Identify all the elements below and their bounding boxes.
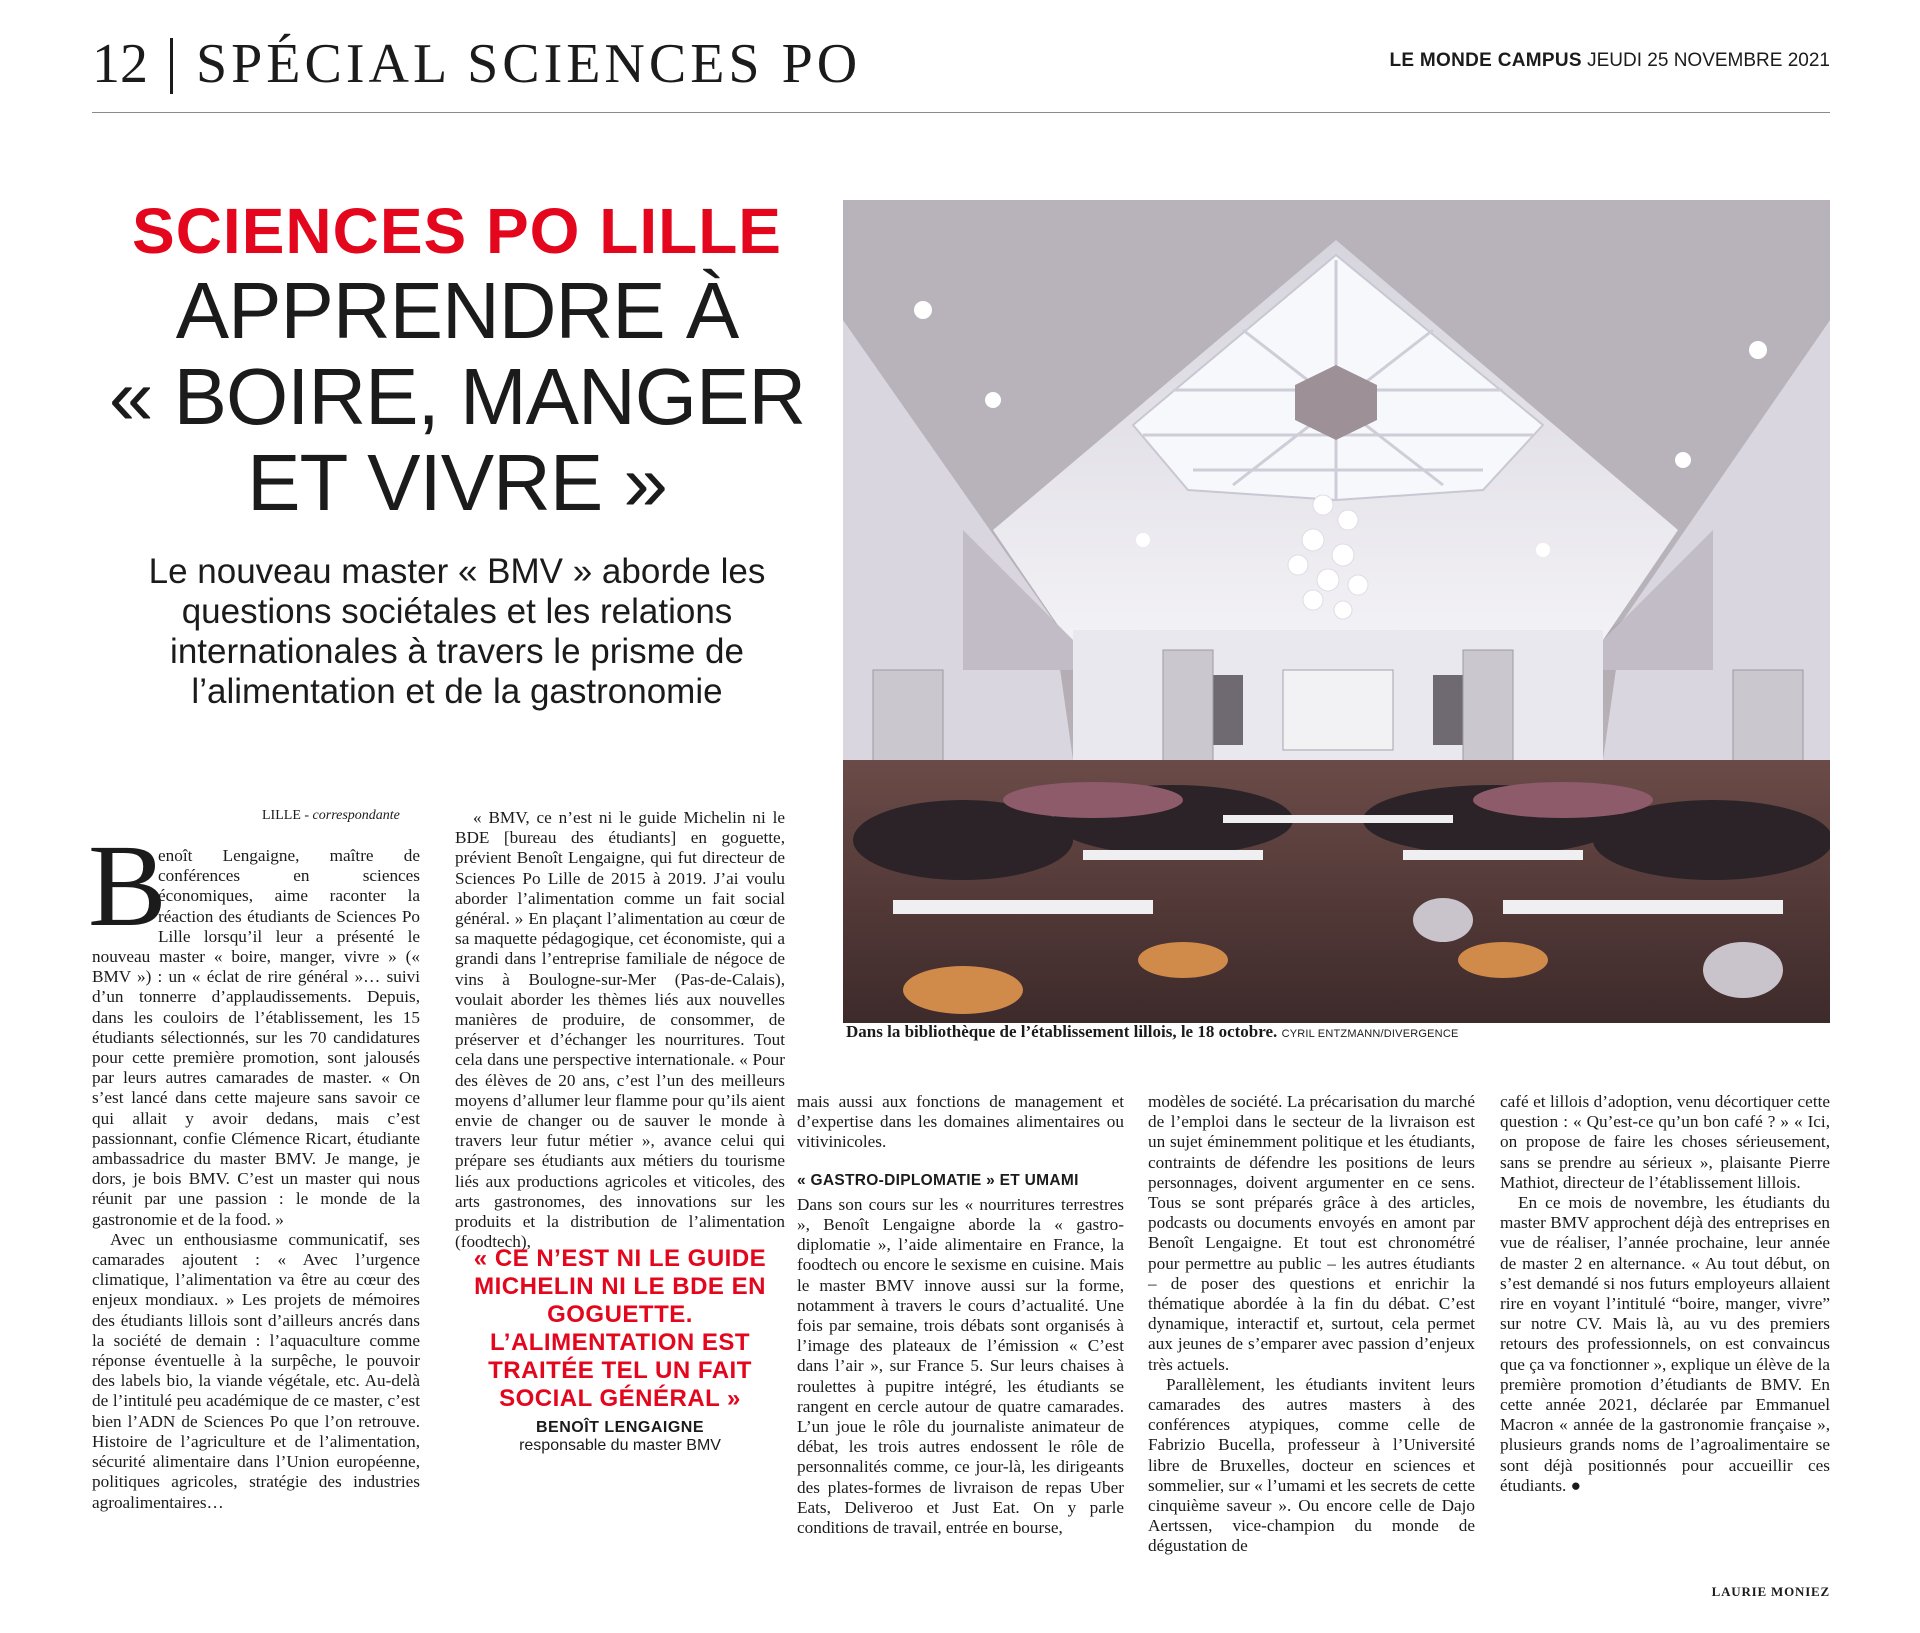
byline <box>262 808 400 824</box>
body-paragraph <box>92 846 420 1230</box>
publication-name: LE MONDE CAMPUS <box>1389 50 1582 71</box>
pull-quote-author: BENOÎT LENGAIGNE <box>535 1419 704 1436</box>
body-paragraph: modèles de société. La précarisation du marché de l’emploi dans le secteur de la livraison est un sujet éminemment politique et les étudiants, contraints de défendre les positions de leurs personnages, doivent argumenter en ce sens. Tous se sont préparés grâce à des articles, podcasts ou documents envoyés en amont par Benoît Lengaigne. Et tout est chronométré pour permettre au public – les autres étudiants – de poser des questions et enrichir la thématique abordée à la fin du débat. C’est dynamique, interactif et, surtout, cela permet aux jeunes de s’emparer avec passion d’enjeux très actuels. <box>1148 1092 1475 1374</box>
publication-date-line <box>1360 50 1830 72</box>
column-5 <box>1500 1092 1830 1496</box>
headline-line: APPRENDRE À <box>175 266 739 355</box>
body-paragraph: Avec un enthousiasme communicatif, ses camarades ajoutent : « Avec l’urgence climatique, l’alimentation va être au cœur des enjeux mondiaux. » Les projets de mémoires des étudiants lillois sont d’ailleurs ancrés dans la société de demain : l’aquaculture comme réponse éventuelle à la surpêche, le pouvoir des labels bio, la viande végétale, etc. Au-delà de l’intitulé peu académique de ce master, c’est bien l’ADN de Sciences Po que l’on retrouve. Histoire de l’agriculture et de l’alimentation, sécurité alimentaire dans l’Union européenne, politiques agricoles, stratégie des industries agroalimentaires… <box>92 1229 420 1512</box>
article-kicker: SCIENCES PO LILLE <box>132 195 782 267</box>
headline-line: « BOIRE, MANGER <box>108 352 806 441</box>
article-dek: Le nouveau master « BMV » aborde les questions sociétales et les relations internationales à travers le prisme de l’alimentation et de la gastronomie <box>148 552 766 711</box>
header-divider <box>170 38 173 94</box>
headline-line: ET VIVRE » <box>247 438 667 527</box>
body-paragraph: mais aussi aux fonctions de management et d’expertise dans les domaines alimentaires ou vitivinicoles. <box>797 1092 1124 1152</box>
pull-quote-role: responsable du master BMV <box>519 1437 721 1454</box>
body-paragraph-text: enoît Lengaigne, maître de conférences en sciences économiques, aime raconter la réaction des étudiants de Sciences Po Lille lorsqu’il leur a présenté le nouveau master « boire, manger, vivre » (« BMV ») : un « éclat de rire général »… suivi d’un tonnerre d’applaudissements. Depuis, dans les couloirs de l’établissement, les 15 étudiants sélectionnés, sur les 70 candidatures pour cette première promotion, sont jalousés par leurs autres camarades de master. « On s’est lancé dans cette majeure sans savoir ce qui allait y avoir dedans, mais c’est passionnant, confie Clémence Ricart, étudiante ambassadrice du master BMV. Je mange, je dors, je bois BMV. C’est un master qui nous réunit par une passion : le monde de la gastronomie et de la food. » <box>92 846 420 1229</box>
issue-date: JEUDI 25 NOVEMBRE 2021 <box>1587 50 1830 71</box>
drop-cap-space <box>92 846 158 944</box>
body-paragraph: café et lillois d’adoption, venu décortiquer cette question : « Qu’est-ce qu’un bon café ? » « Ici, on propose de faire les choses sérieusement, sans se prendre au sérieux », plaisante Pierre Mathiot, directeur de l’établissement lillois. <box>1500 1092 1830 1192</box>
body-paragraph: « BMV, ce n’est ni le guide Michelin ni le BDE [bureau des étudiants] en goguette, prévient Benoît Lengaigne, qui fut directeur de Sciences Po Lille de 2015 à 2019. J’ai voulu aborder l’alimentation comme un fait social général. » En plaçant l’alimentation au cœur de sa maquette pédagogique, cet économiste, qui a grandi dans l’entreprise familiale de négoce de vins à Boulogne-sur-Mer (Pas-de-Calais), voulait aborder les thèmes liés aux nouvelles manières de produire, de consommer, de préserver et d’échanger les nourritures. Tout cela dans une perspective internationale. « Pour des élèves de 20 ans, c’est l’un des meilleurs moyens d’allumer leur flamme pour qu’ils aient envie de changer ou de sauver le monde à travers leur futur métier », avance celui qui prépare ses étudiants aux métiers du tourisme liés aux productions agricoles et viticoles, des arts gastronomes, des innovations sur les produits et la distribution de l’alimentation (foodtech), <box>455 808 785 1252</box>
column-1 <box>92 846 420 1513</box>
photo-caption <box>846 1022 1830 1044</box>
column-3 <box>797 1092 1124 1538</box>
pull-quote-text: « CE N’EST NI LE GUIDE MICHELIN NI LE BDE EN GOGUETTE. L’ALIMENTATION EST TRAITÉE TEL UN FAIT SOCIAL GÉNÉRAL » <box>473 1245 767 1412</box>
article-subhead: « GASTRO-DIPLOMATIE » ET UMAMI <box>797 1171 1079 1189</box>
body-paragraph: Parallèlement, les étudiants invitent leurs camarades des autres masters à des conférences atypiques, comme celle de Fabrizio Bucella, professeur à l’Université libre de Bruxelles, docteur en sciences et sommelier, sur « l’umami et les secrets de cette cinquième saveur ». Ou encore celle de Dajo Aertssen, vice-champion du monde de dégustation de <box>1148 1374 1475 1556</box>
byline-location: LILLE <box>262 808 301 823</box>
section-title: SPÉCIAL SCIENCES PO <box>196 33 862 95</box>
author-signature: LAURIE MONIEZ <box>1711 1584 1830 1599</box>
caption-text: Dans la bibliothèque de l’établissement lillois, le 18 octobre. <box>846 1022 1278 1041</box>
byline-role: - correspondante <box>304 808 400 823</box>
photo-credit: CYRIL ENTZMANN/DIVERGENCE <box>1281 1028 1459 1040</box>
drop-cap: B <box>88 820 167 951</box>
library-photo <box>843 200 1830 1023</box>
body-paragraph: Dans son cours sur les « nourritures terrestres », Benoît Lengaigne aborde la « gastro-diplomatie », l’aide alimentaire en France, la foodtech ou encore le sexisme en cuisine. Mais le master BMV innove aussi sur la forme, notamment à travers le cours d’actualité. Une fois par semaine, trois débats sont organisés à l’image des plateaux de l’émission « C’est dans l’air », sur France 5. Sur leurs chaises à roulettes à pupitre intégré, les étudiants se rangent en cercle autour de quatre camarades. L’un joue le rôle du journaliste animateur de débat, les trois autres endossent le rôle de personnalités comme, ce jour-là, les dirigeants des plates-formes de livraison de repas Uber Eats, Deliveroo et Just Eat. On y parle conditions de travail, entrée en bourse, <box>797 1194 1124 1538</box>
header-rule <box>92 112 1830 113</box>
article-headline <box>60 268 854 526</box>
pull-quote <box>455 1245 785 1455</box>
page-number: 12 <box>92 33 148 95</box>
column-2 <box>455 808 785 1252</box>
body-paragraph: En ce mois de novembre, les étudiants du master BMV approchent déjà des entreprises en vue de réaliser, l’année prochaine, leur année de master 2 en alternance. « Au tout début, on s’est demandé si nos futurs employeurs allaient rire en voyant l’intitulé “boire, manger, vivre” sur notre CV. Mais là, au vu des premiers retours des professionnels, on est convaincus que ça va fonctionner », explique un élève de la première promotion d’étudiants de BMV. En cette année 2021, déclarée par Emmanuel Macron « année de la gastronomie française », plusieurs grands noms de l’agroalimentaire se sont déjà positionnés pour accueillir ces étudiants. ● <box>1500 1193 1830 1495</box>
column-4 <box>1148 1092 1475 1557</box>
